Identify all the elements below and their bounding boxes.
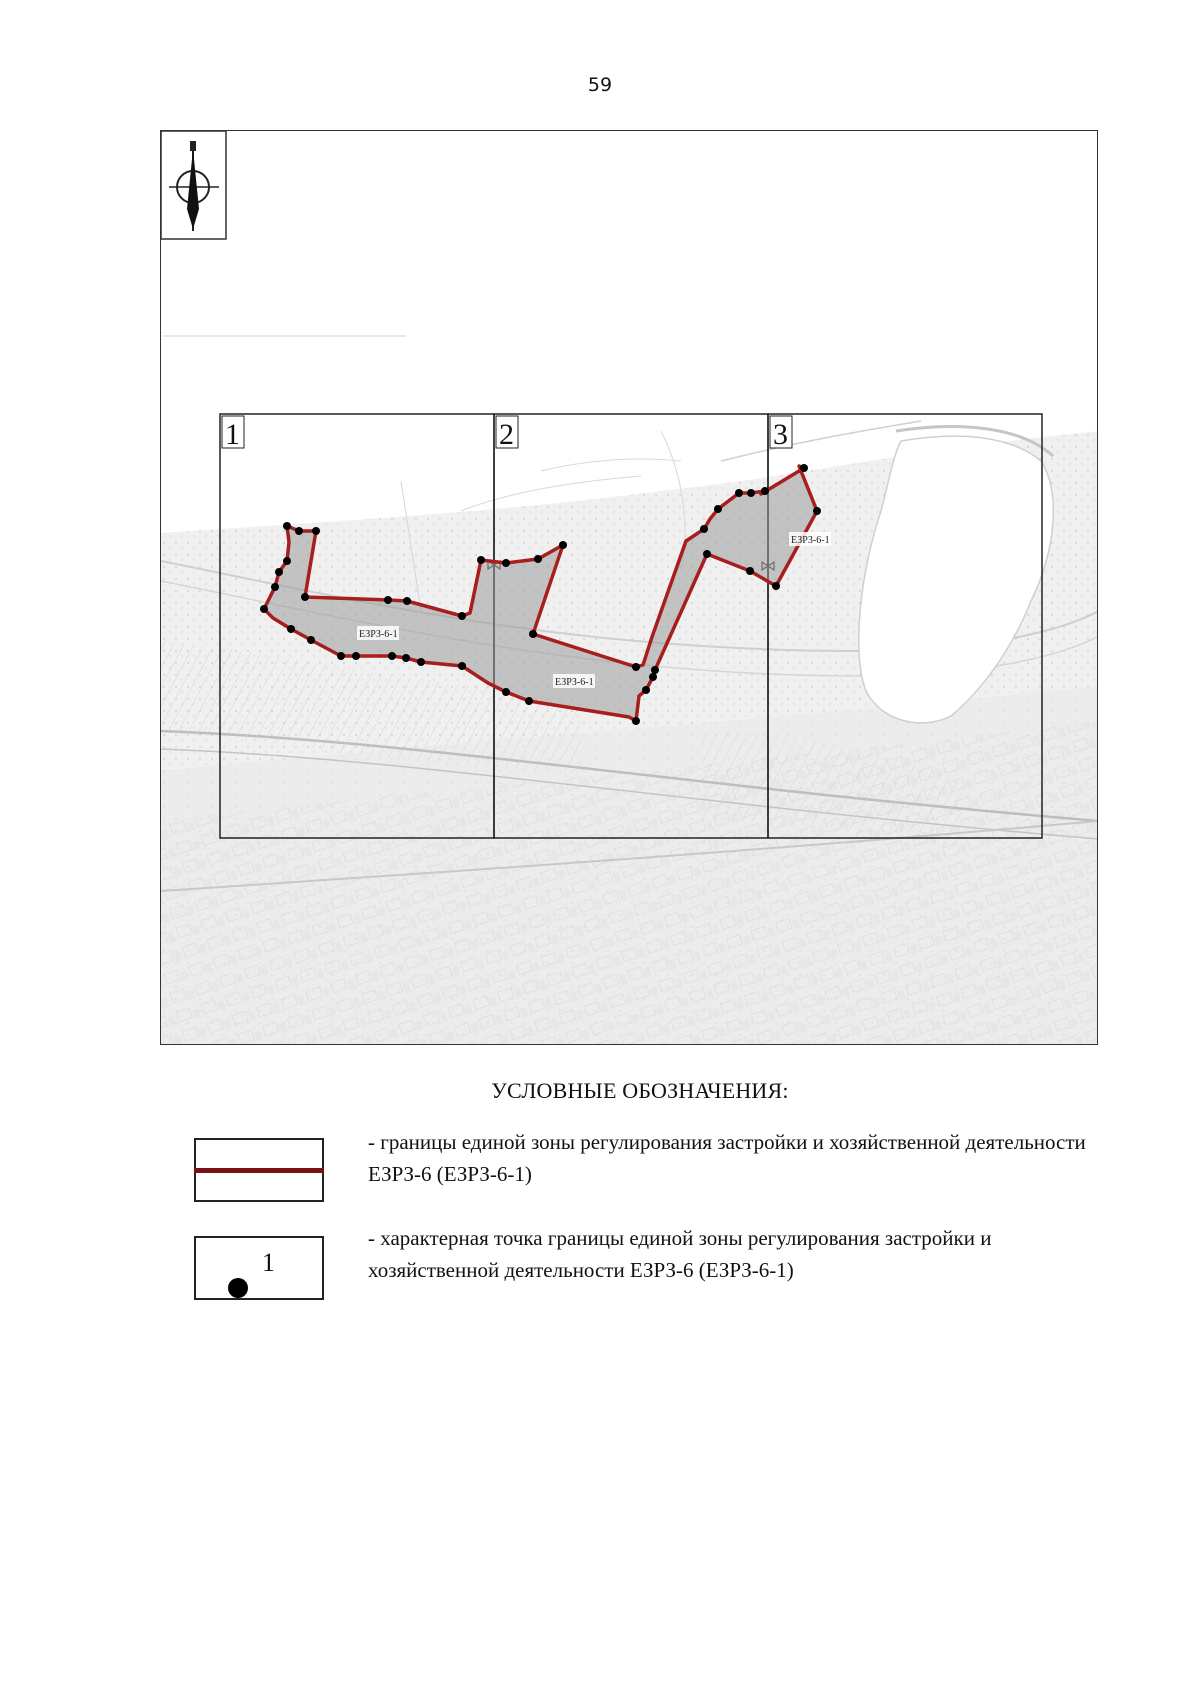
boundary-point [307, 636, 315, 644]
legend-title: УСЛОВНЫЕ ОБОЗНАЧЕНИЯ: [491, 1078, 789, 1103]
boundary-point [813, 507, 821, 515]
boundary-point [388, 652, 396, 660]
boundary-point [559, 541, 567, 549]
boundary-point [649, 673, 657, 681]
boundary-point [287, 625, 295, 633]
boundary-point [384, 596, 392, 604]
north-arrow-icon [161, 131, 226, 239]
boundary-point [260, 605, 268, 613]
legend-boundary-line-symbol [194, 1138, 324, 1202]
boundary-point [417, 658, 425, 666]
zone-label-2: ЕЗРЗ-6-1 [555, 677, 594, 688]
sheet-label-1: 1 [225, 418, 240, 451]
boundary-point [525, 697, 533, 705]
map-frame [160, 130, 1098, 1045]
zone-label-1: ЕЗРЗ-6-1 [359, 629, 398, 640]
boundary-point [746, 567, 754, 575]
boundary-point [700, 525, 708, 533]
boundary-point [502, 688, 510, 696]
boundary-point [275, 568, 283, 576]
legend-item-boundary-text: - границы единой зоны регулирования застройки и хозяйственной деятельности ЕЗРЗ-6 (ЕЗРЗ-6-1) [368, 1130, 1086, 1186]
boundary-point [703, 550, 711, 558]
map-canvas [161, 131, 1098, 1045]
boundary-point [352, 652, 360, 660]
boundary-point [271, 583, 279, 591]
boundary-point [502, 559, 510, 567]
boundary-point [772, 582, 780, 590]
boundary-point [403, 597, 411, 605]
sheet-label-3: 3 [773, 418, 788, 451]
boundary-point-sample-icon [228, 1278, 248, 1298]
boundary-point [747, 489, 755, 497]
boundary-point [402, 654, 410, 662]
boundary-point [761, 487, 769, 495]
boundary-line-sample [194, 1168, 324, 1173]
boundary-point [651, 666, 659, 674]
boundary-point [714, 505, 722, 513]
boundary-point [337, 652, 345, 660]
legend-item-point-text: - характерная точка границы единой зоны регулирования застройки и хозяйственной деятельности ЕЗРЗ-6 (ЕЗРЗ-6-1) [368, 1226, 992, 1282]
boundary-point [458, 612, 466, 620]
boundary-point [642, 686, 650, 694]
zone-label-3: ЕЗРЗ-6-1 [791, 535, 830, 546]
boundary-point [283, 557, 291, 565]
boundary-point [301, 593, 309, 601]
boundary-point [312, 527, 320, 535]
boundary-point [477, 556, 485, 564]
boundary-point [529, 630, 537, 638]
boundary-point [800, 464, 808, 472]
boundary-point [458, 662, 466, 670]
sheet-label-2: 2 [499, 418, 514, 451]
boundary-point [283, 522, 291, 530]
boundary-point [632, 717, 640, 725]
boundary-point [295, 527, 303, 535]
legend-boundary-point-symbol [194, 1236, 324, 1300]
boundary-point [534, 555, 542, 563]
boundary-point-sample-label: 1 [262, 1248, 275, 1277]
page-number: 59 [587, 74, 613, 96]
boundary-point [735, 489, 743, 497]
boundary-point [632, 663, 640, 671]
